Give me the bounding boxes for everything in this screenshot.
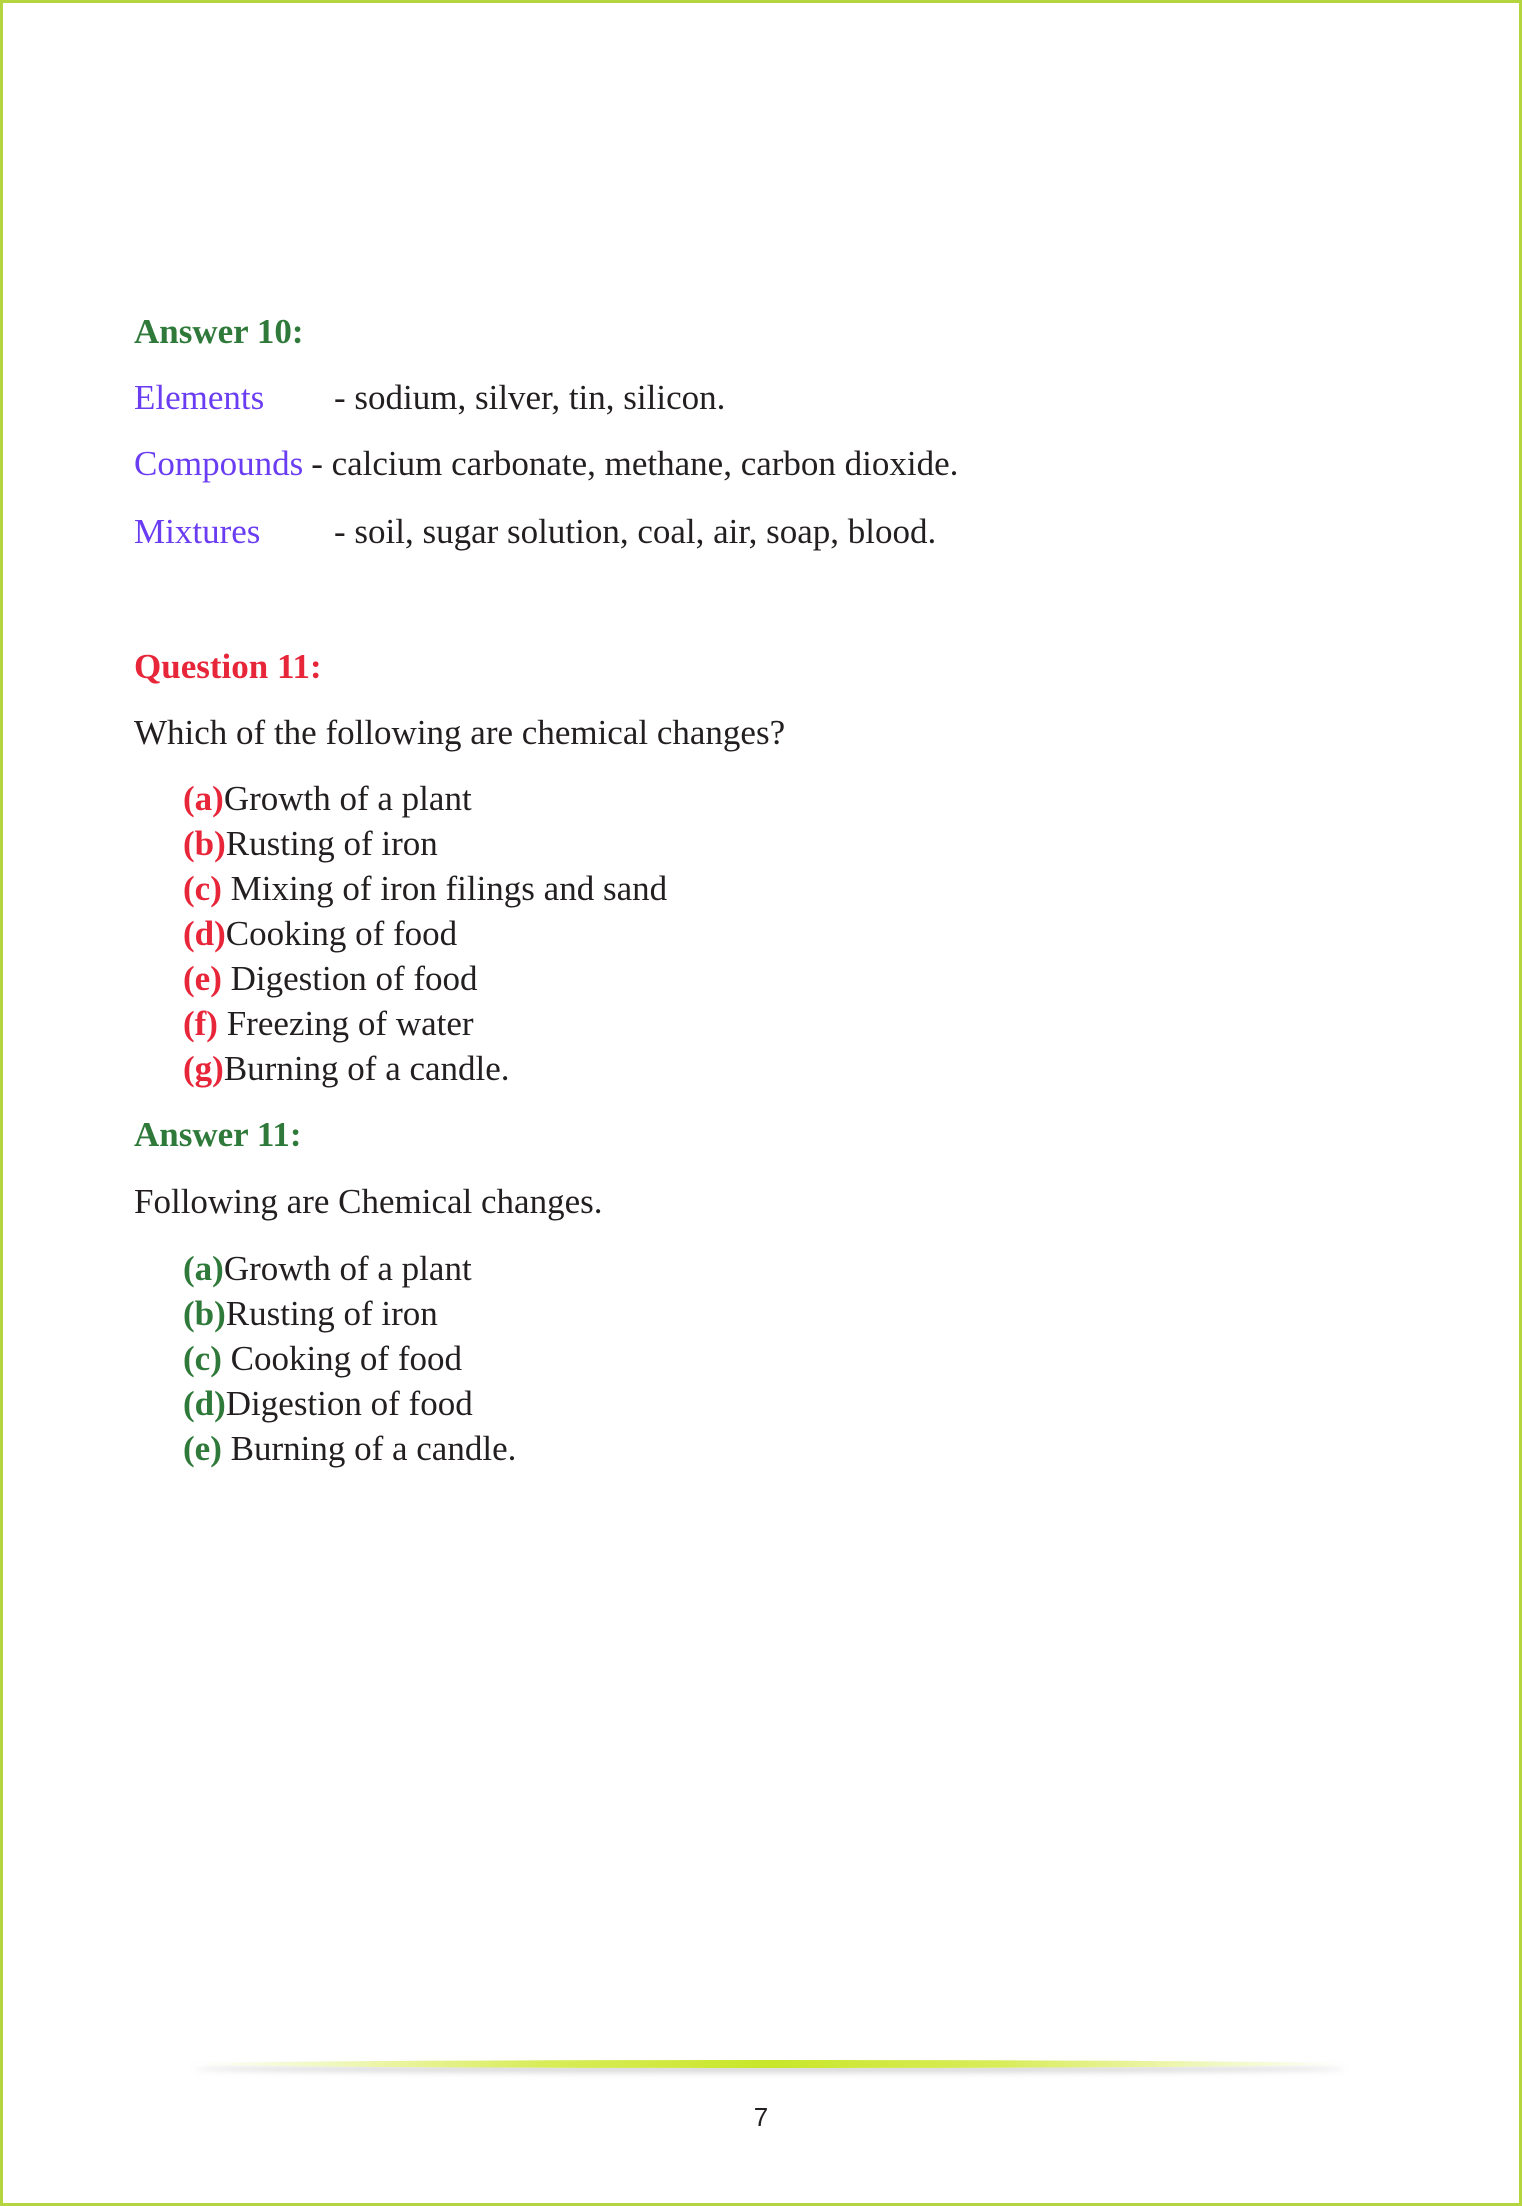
footer-divider	[195, 2060, 1345, 2068]
question-option	[183, 869, 667, 909]
question-option	[183, 1004, 474, 1044]
option-text: Burning of a candle.	[221, 1429, 517, 1468]
option-text: Mixing of iron filings and sand	[221, 869, 668, 908]
option-text: Freezing of water	[217, 1004, 474, 1043]
question-11-prompt: Which of the following are chemical changes?	[134, 713, 786, 752]
option-text: Burning of a candle.	[223, 1049, 510, 1088]
answer-10-row	[134, 378, 725, 418]
term-text: - calcium carbonate, methane, carbon dioxide.	[311, 444, 959, 483]
option-label: (g)	[183, 1049, 224, 1088]
question-11-heading: Question 11:	[134, 647, 322, 686]
option-label: (c)	[183, 1339, 222, 1378]
answer-option	[183, 1294, 438, 1334]
option-label: (a)	[183, 779, 224, 818]
answer-option	[183, 1249, 472, 1289]
term-label: Compounds	[134, 444, 304, 483]
option-label: (c)	[183, 869, 222, 908]
page-number: 7	[753, 2102, 769, 2132]
answer-10-row	[134, 512, 936, 552]
question-option	[183, 779, 472, 819]
term-text: - soil, sugar solution, coal, air, soap, blood.	[334, 512, 937, 551]
option-text: Rusting of iron	[225, 1294, 438, 1333]
answer-11-intro: Following are Chemical changes.	[134, 1182, 603, 1221]
term-text: - sodium, silver, tin, silicon.	[334, 378, 726, 417]
answer-10-row	[134, 444, 958, 484]
option-text: Digestion of food	[225, 1384, 473, 1423]
option-label: (b)	[183, 824, 226, 863]
option-label: (a)	[183, 1249, 224, 1288]
term-label: Mixtures	[134, 512, 261, 551]
option-label: (d)	[183, 914, 226, 953]
question-option	[183, 914, 457, 954]
option-label: (e)	[183, 1429, 222, 1468]
option-text: Growth of a plant	[223, 1249, 472, 1288]
answer-option	[183, 1429, 516, 1469]
question-option	[183, 1049, 510, 1089]
option-text: Rusting of iron	[225, 824, 438, 863]
question-option	[183, 959, 478, 999]
term-label: Elements	[134, 378, 265, 417]
option-label: (f)	[183, 1004, 218, 1043]
option-text: Digestion of food	[221, 959, 478, 998]
option-label: (b)	[183, 1294, 226, 1333]
option-text: Cooking of food	[221, 1339, 462, 1378]
option-label: (d)	[183, 1384, 226, 1423]
option-text: Cooking of food	[225, 914, 458, 953]
answer-option	[183, 1339, 462, 1379]
answer-option	[183, 1384, 473, 1424]
answer-10-heading: Answer 10:	[134, 312, 304, 351]
question-option	[183, 824, 438, 864]
option-text: Growth of a plant	[223, 779, 472, 818]
option-label: (e)	[183, 959, 222, 998]
answer-11-heading: Answer 11:	[134, 1115, 302, 1154]
